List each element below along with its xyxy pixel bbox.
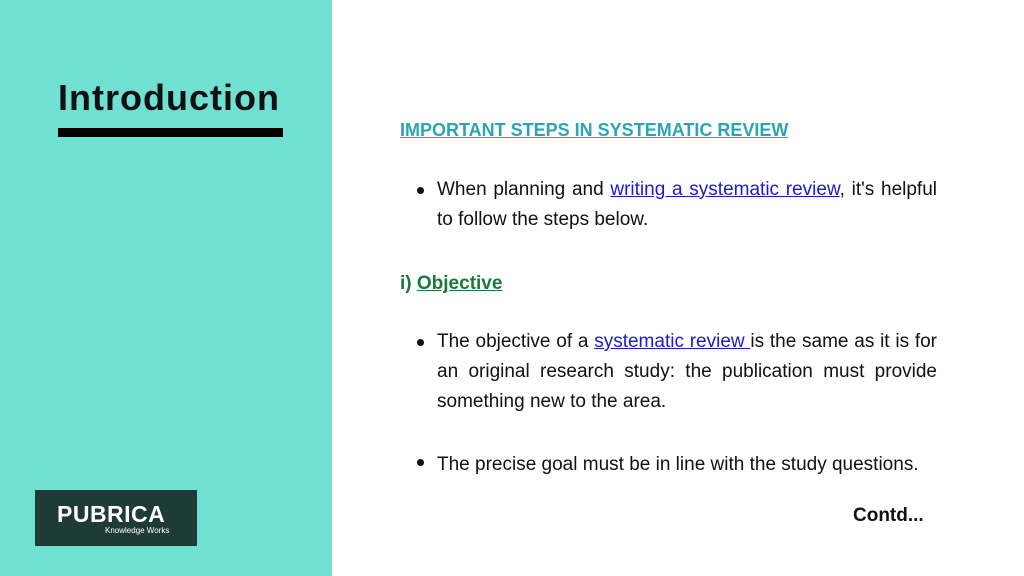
slide-title: Introduction bbox=[58, 77, 280, 118]
subheading-prefix: i) bbox=[400, 273, 417, 294]
bullet-item-goal bbox=[437, 450, 937, 480]
bullet-text-end: , it's helpful to follow the steps below. bbox=[437, 179, 937, 230]
title-underline-bar bbox=[58, 128, 283, 137]
bullet-text: The precise goal must be in line with the study questions. bbox=[437, 454, 919, 475]
left-panel bbox=[0, 0, 332, 576]
logo-name: PUBRICA bbox=[57, 501, 166, 527]
bullet-icon bbox=[417, 459, 424, 466]
objective-link[interactable]: Objective bbox=[416, 273, 503, 294]
bullet-icon bbox=[417, 339, 424, 346]
pubrica-logo bbox=[35, 490, 197, 546]
bullet-text-end: is the same as it is for an original research study: the publication must provide something new to the area. bbox=[437, 331, 938, 412]
bullet-item-planning bbox=[437, 175, 937, 235]
writing-systematic-review-link[interactable]: writing a systematic review bbox=[610, 179, 840, 200]
systematic-review-link[interactable]: systematic review bbox=[594, 331, 751, 352]
bullet-icon bbox=[417, 187, 424, 194]
bullet-text-start: When planning and bbox=[437, 179, 611, 200]
logo-tagline: Knowledge Works bbox=[105, 526, 170, 535]
bullet-item-objective bbox=[437, 327, 937, 417]
continued-label: Contd... bbox=[853, 505, 924, 526]
bullet-text-start: The objective of a bbox=[437, 331, 595, 352]
section-heading-link[interactable]: IMPORTANT STEPS IN SYSTEMATIC REVIEW bbox=[400, 120, 789, 140]
objective-subheading bbox=[400, 272, 502, 296]
